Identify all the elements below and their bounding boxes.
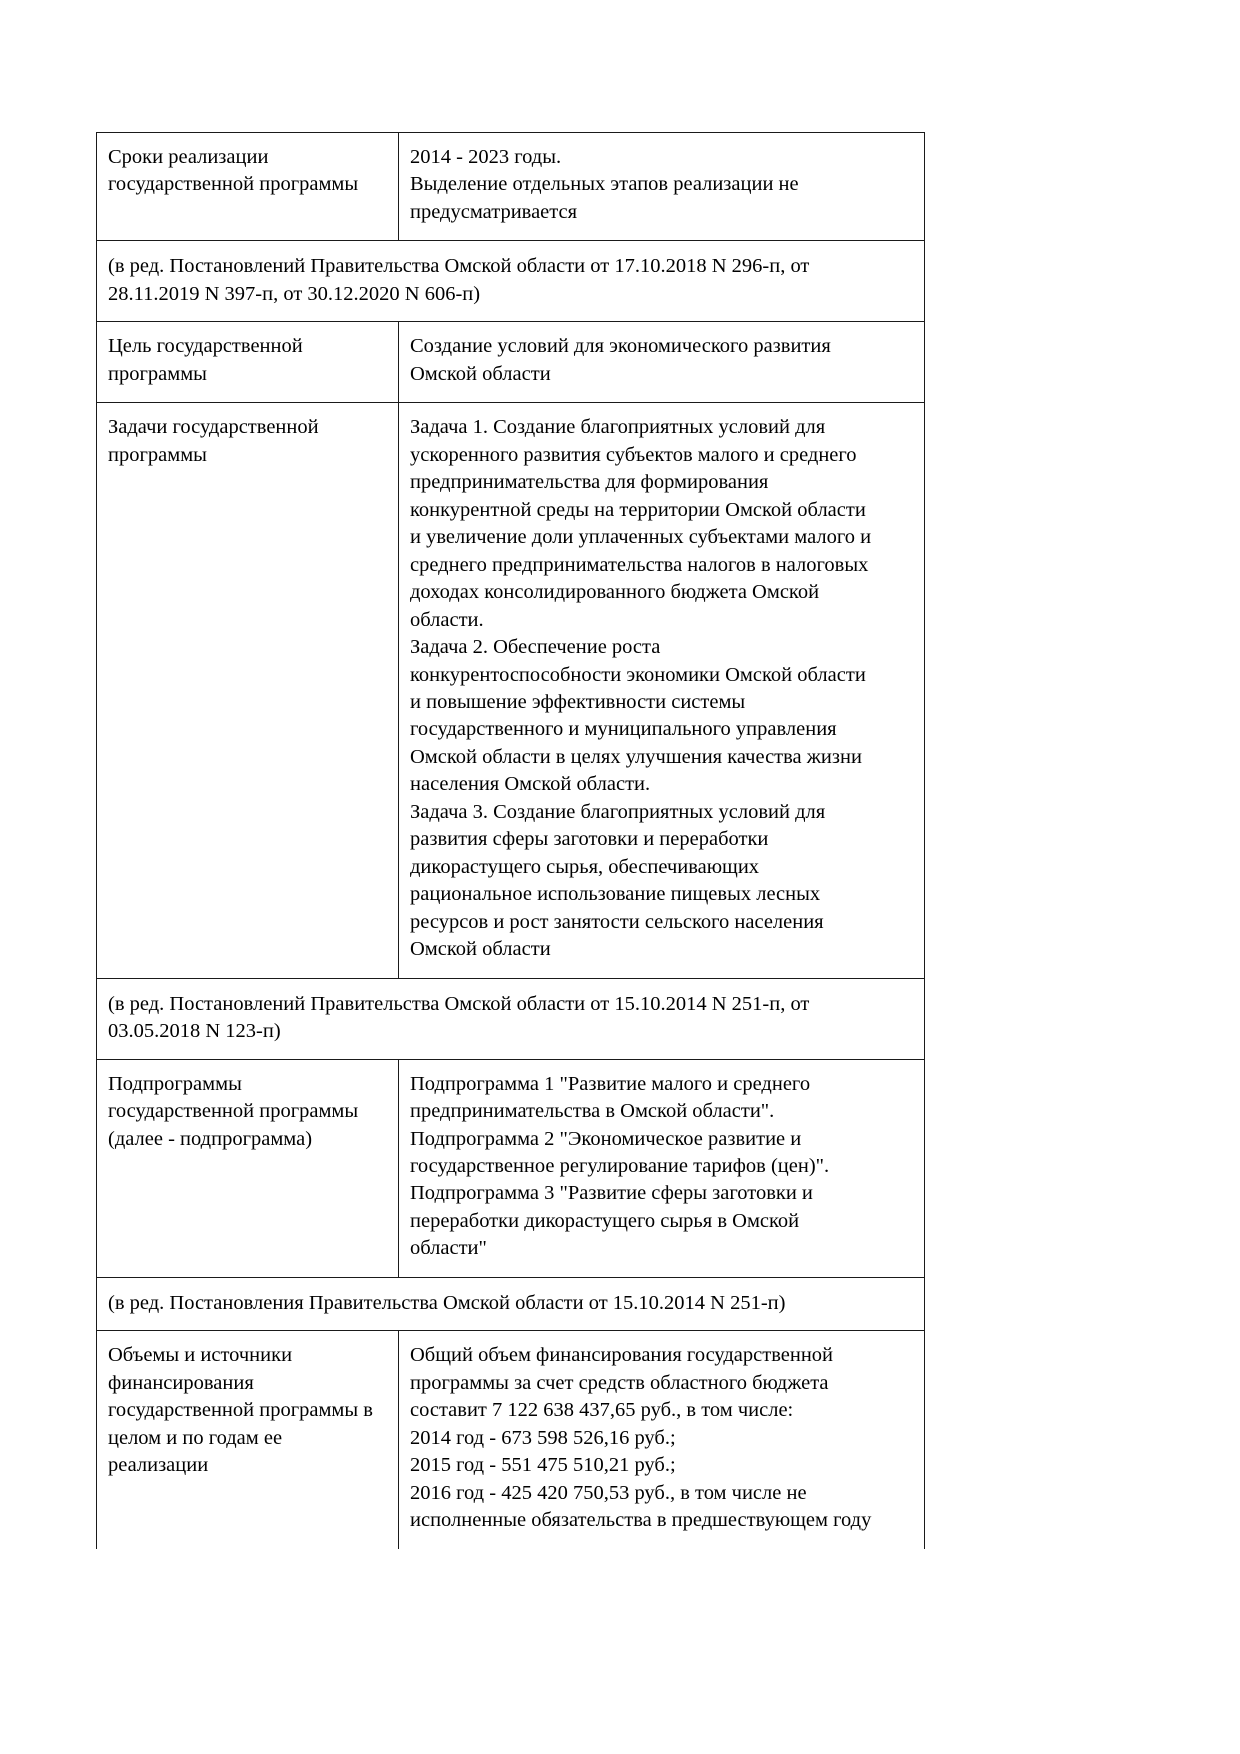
passport-row bbox=[97, 322, 925, 403]
passport-row-label bbox=[97, 1331, 399, 1549]
passport-value-line: населения Омской области. bbox=[410, 773, 651, 796]
passport-value-line: области" bbox=[410, 1237, 487, 1260]
passport-value-line: Задача 3. Создание благоприятных условий для bbox=[410, 800, 826, 823]
passport-value-line: ускоренного развития субъектов малого и среднего bbox=[410, 443, 857, 466]
passport-row-label bbox=[97, 403, 399, 978]
passport-value-line: Омской области в целях улучшения качества жизни bbox=[410, 745, 862, 768]
passport-row bbox=[97, 1059, 925, 1277]
amendment-note-line: 03.05.2018 N 123-п) bbox=[108, 1020, 281, 1043]
passport-row-label bbox=[97, 1059, 399, 1277]
amendment-note-line: (в ред. Постановления Правительства Омской области от 15.10.2014 N 251-п) bbox=[108, 1291, 786, 1314]
passport-value-line: государственного и муниципального управления bbox=[410, 718, 837, 741]
passport-value-line: предусматривается bbox=[410, 200, 578, 223]
passport-value-line: Подпрограмма 1 "Развитие малого и среднего bbox=[410, 1072, 811, 1095]
passport-value-line: Создание условий для экономического развития bbox=[410, 335, 831, 358]
passport-label-line: Объемы и источники bbox=[108, 1344, 293, 1367]
passport-row-label bbox=[97, 133, 399, 241]
amendment-note-cell bbox=[97, 1277, 925, 1330]
passport-label-line: Сроки реализации bbox=[108, 146, 269, 168]
passport-value-line: 2015 год - 551 475 510,21 руб.; bbox=[410, 1454, 676, 1477]
passport-label-line: государственной программы в bbox=[108, 1399, 373, 1422]
amendment-note-row bbox=[97, 1277, 925, 1330]
passport-value-line: Омской области bbox=[410, 938, 551, 961]
passport-value-line: предпринимательства для формирования bbox=[410, 471, 769, 494]
passport-value-line: конкурентной среды на территории Омской области bbox=[410, 498, 866, 521]
passport-value-line: области. bbox=[410, 608, 484, 631]
amendment-note-row bbox=[97, 241, 925, 322]
passport-label-line: Подпрограммы bbox=[108, 1072, 242, 1095]
passport-row-value bbox=[399, 403, 925, 978]
passport-value-line: Выделение отдельных этапов реализации не bbox=[410, 173, 799, 196]
passport-value-line: составит 7 122 638 437,65 руб., в том числе: bbox=[410, 1399, 794, 1422]
passport-value-line: Общий объем финансирования государственной bbox=[410, 1344, 834, 1367]
passport-label-line: (далее - подпрограмма) bbox=[108, 1127, 313, 1150]
table-body bbox=[97, 133, 925, 1549]
amendment-note-line: (в ред. Постановлений Правительства Омской области от 17.10.2018 N 296-п, от bbox=[108, 255, 810, 278]
passport-row bbox=[97, 1331, 925, 1549]
passport-row-value bbox=[399, 1059, 925, 1277]
passport-value-line: программы за счет средств областного бюджета bbox=[410, 1371, 829, 1394]
amendment-note-row bbox=[97, 978, 925, 1059]
passport-value-line: рациональное использование пищевых лесных bbox=[410, 883, 821, 906]
passport-value-line: развития сферы заготовки и переработки bbox=[410, 828, 769, 851]
passport-value-line: переработки дикорастущего сырья в Омской bbox=[410, 1209, 800, 1232]
passport-value-line: дикорастущего сырья, обеспечивающих bbox=[410, 855, 760, 878]
passport-label-line: государственной программы bbox=[108, 1100, 359, 1123]
passport-label-line: реализации bbox=[108, 1454, 209, 1477]
program-passport-table bbox=[96, 132, 925, 1549]
passport-row-value bbox=[399, 1331, 925, 1549]
passport-value-line: и повышение эффективности системы bbox=[410, 690, 746, 713]
passport-value-line: 2016 год - 425 420 750,53 руб., в том числе не bbox=[410, 1481, 807, 1504]
page-clip-window bbox=[96, 132, 1144, 1549]
passport-row bbox=[97, 133, 925, 241]
amendment-note-line: (в ред. Постановлений Правительства Омской области от 15.10.2014 N 251-п, от bbox=[108, 992, 810, 1015]
passport-label-line: финансирования bbox=[108, 1371, 254, 1394]
passport-value-line: Подпрограмма 3 "Развитие сферы заготовки и bbox=[410, 1182, 813, 1205]
amendment-note-cell bbox=[97, 241, 925, 322]
passport-value-line: среднего предпринимательства налогов в налоговых bbox=[410, 553, 869, 576]
passport-value-line: доходах консолидированного бюджета Омской bbox=[410, 581, 820, 604]
passport-label-line: программы bbox=[108, 443, 207, 466]
passport-value-line: и увеличение доли уплаченных субъектами малого и bbox=[410, 526, 872, 549]
amendment-note-line: 28.11.2019 N 397-п, от 30.12.2020 N 606-п) bbox=[108, 282, 481, 305]
passport-value-line: исполненные обязательства в предшествующем году bbox=[410, 1509, 872, 1532]
passport-label-line: Задачи государственной bbox=[108, 416, 319, 439]
amendment-note-cell bbox=[97, 978, 925, 1059]
passport-row-value bbox=[399, 133, 925, 241]
passport-value-line: 2014 - 2023 годы. bbox=[410, 146, 562, 168]
passport-value-line: предпринимательства в Омской области". bbox=[410, 1100, 775, 1123]
passport-value-line: конкурентоспособности экономики Омской области bbox=[410, 663, 866, 686]
passport-label-line: целом и по годам ее bbox=[108, 1426, 283, 1449]
passport-value-line: Омской области bbox=[410, 362, 551, 385]
passport-value-line: Задача 2. Обеспечение роста bbox=[410, 636, 661, 659]
passport-label-line: Цель государственной bbox=[108, 335, 303, 358]
passport-value-line: ресурсов и рост занятости сельского населения bbox=[410, 910, 824, 933]
passport-row-value bbox=[399, 322, 925, 403]
passport-value-line: государственное регулирование тарифов (цен)". bbox=[410, 1155, 830, 1177]
passport-value-line: 2014 год - 673 598 526,16 руб.; bbox=[410, 1426, 676, 1449]
passport-label-line: программы bbox=[108, 362, 207, 385]
passport-label-line: государственной программы bbox=[108, 173, 359, 196]
passport-row-label bbox=[97, 322, 399, 403]
passport-value-line: Подпрограмма 2 "Экономическое развитие и bbox=[410, 1127, 802, 1150]
passport-row bbox=[97, 403, 925, 978]
passport-value-line: Задача 1. Создание благоприятных условий для bbox=[410, 416, 826, 439]
